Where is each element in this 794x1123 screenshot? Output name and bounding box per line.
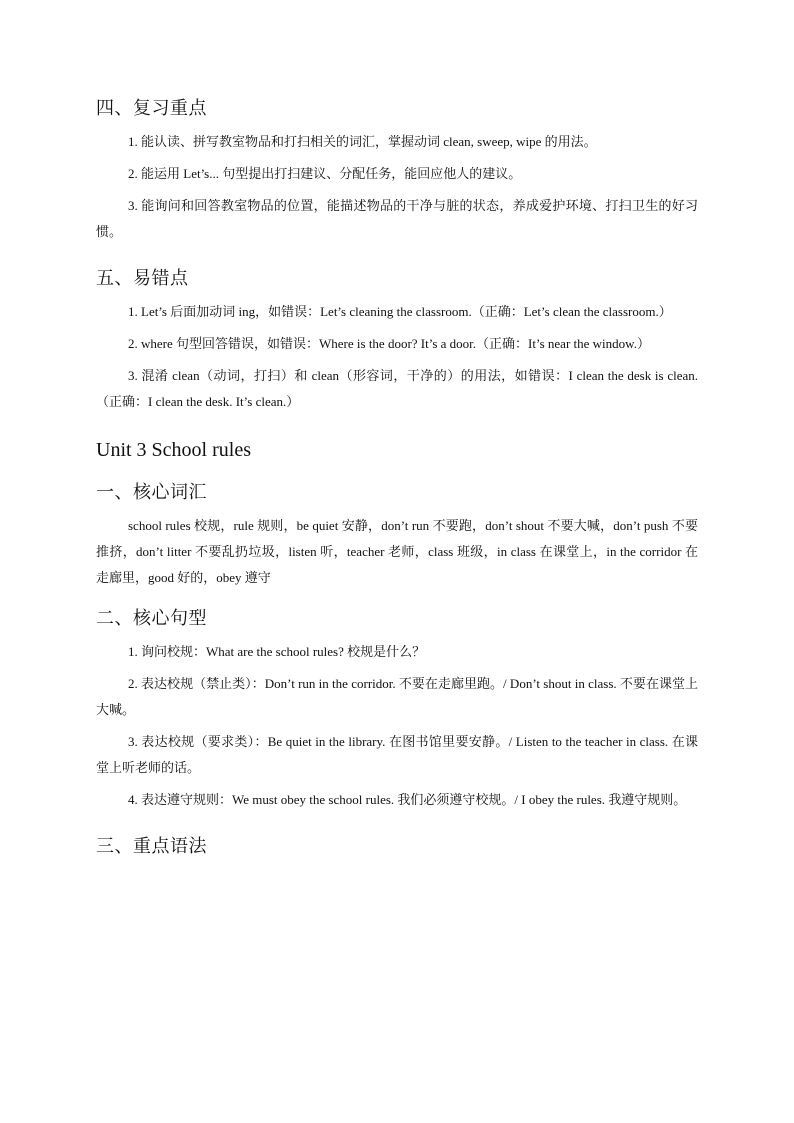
sentence-pattern-1: 1. 询问校规：What are the school rules? 校规是什么？ bbox=[128, 644, 426, 659]
sentence-pattern-2: 2. 表达校规（禁止类）：Don’t run in the corridor. 不要在走廊里跑。/ Don’t shout in class. 不要在课堂上大喊。 bbox=[96, 676, 698, 717]
mistake-item-3: 3. 混淆 clean（动词，打扫）和 clean（形容词，干净的）的用法，如错误：I clean the desk is clean.（正确：I clean the desk. It’s clean.） bbox=[96, 368, 698, 409]
section-heading-key-grammar: 三、重点语法 bbox=[96, 836, 207, 857]
section-heading-core-vocabulary: 一、核心词汇 bbox=[96, 482, 207, 503]
section-heading-common-mistakes: 五、易错点 bbox=[96, 268, 189, 289]
section-heading-review-points: 四、复习重点 bbox=[96, 98, 207, 119]
review-point-3: 3. 能询问和回答教室物品的位置，能描述物品的干净与脏的状态，养成爱护环境、打扫卫生的好习惯。 bbox=[96, 198, 698, 239]
review-point-1: 1. 能认读、拼写教室物品和打扫相关的词汇，掌握动词 clean, sweep, wipe 的用法。 bbox=[128, 134, 597, 149]
sentence-pattern-4: 4. 表达遵守规则：We must obey the school rules. 我们必须遵守校规。/ I obey the rules. 我遵守规则。 bbox=[128, 792, 687, 807]
sentence-pattern-3: 3. 表达校规（要求类）：Be quiet in the library. 在图书馆里要安静。/ Listen to the teacher in class. 在课堂上听老师的话。 bbox=[96, 734, 698, 775]
review-point-2: 2. 能运用 Let’s... 句型提出打扫建议、分配任务，能回应他人的建议。 bbox=[128, 166, 522, 181]
section-heading-core-sentences: 二、核心句型 bbox=[96, 608, 207, 629]
mistake-item-1: 1. Let’s 后面加动词 ing，如错误：Let’s cleaning the classroom.（正确：Let’s clean the classroom.） bbox=[128, 304, 672, 319]
unit-title: Unit 3 School rules bbox=[96, 439, 251, 461]
document-content bbox=[96, 95, 698, 861]
mistake-item-2: 2. where 句型回答错误，如错误：Where is the door? It’s a door.（正确：It’s near the window.） bbox=[128, 336, 650, 351]
vocabulary-list: school rules 校规，rule 规则，be quiet 安静，don’t run 不要跑，don’t shout 不要大喊，don’t push 不要推挤，don’t litter 不要乱扔垃圾，listen 听，teacher 老师，class 班级，in class 在课堂上，in the corridor 在走廊里，good 好的，obey 遵守 bbox=[96, 518, 698, 585]
